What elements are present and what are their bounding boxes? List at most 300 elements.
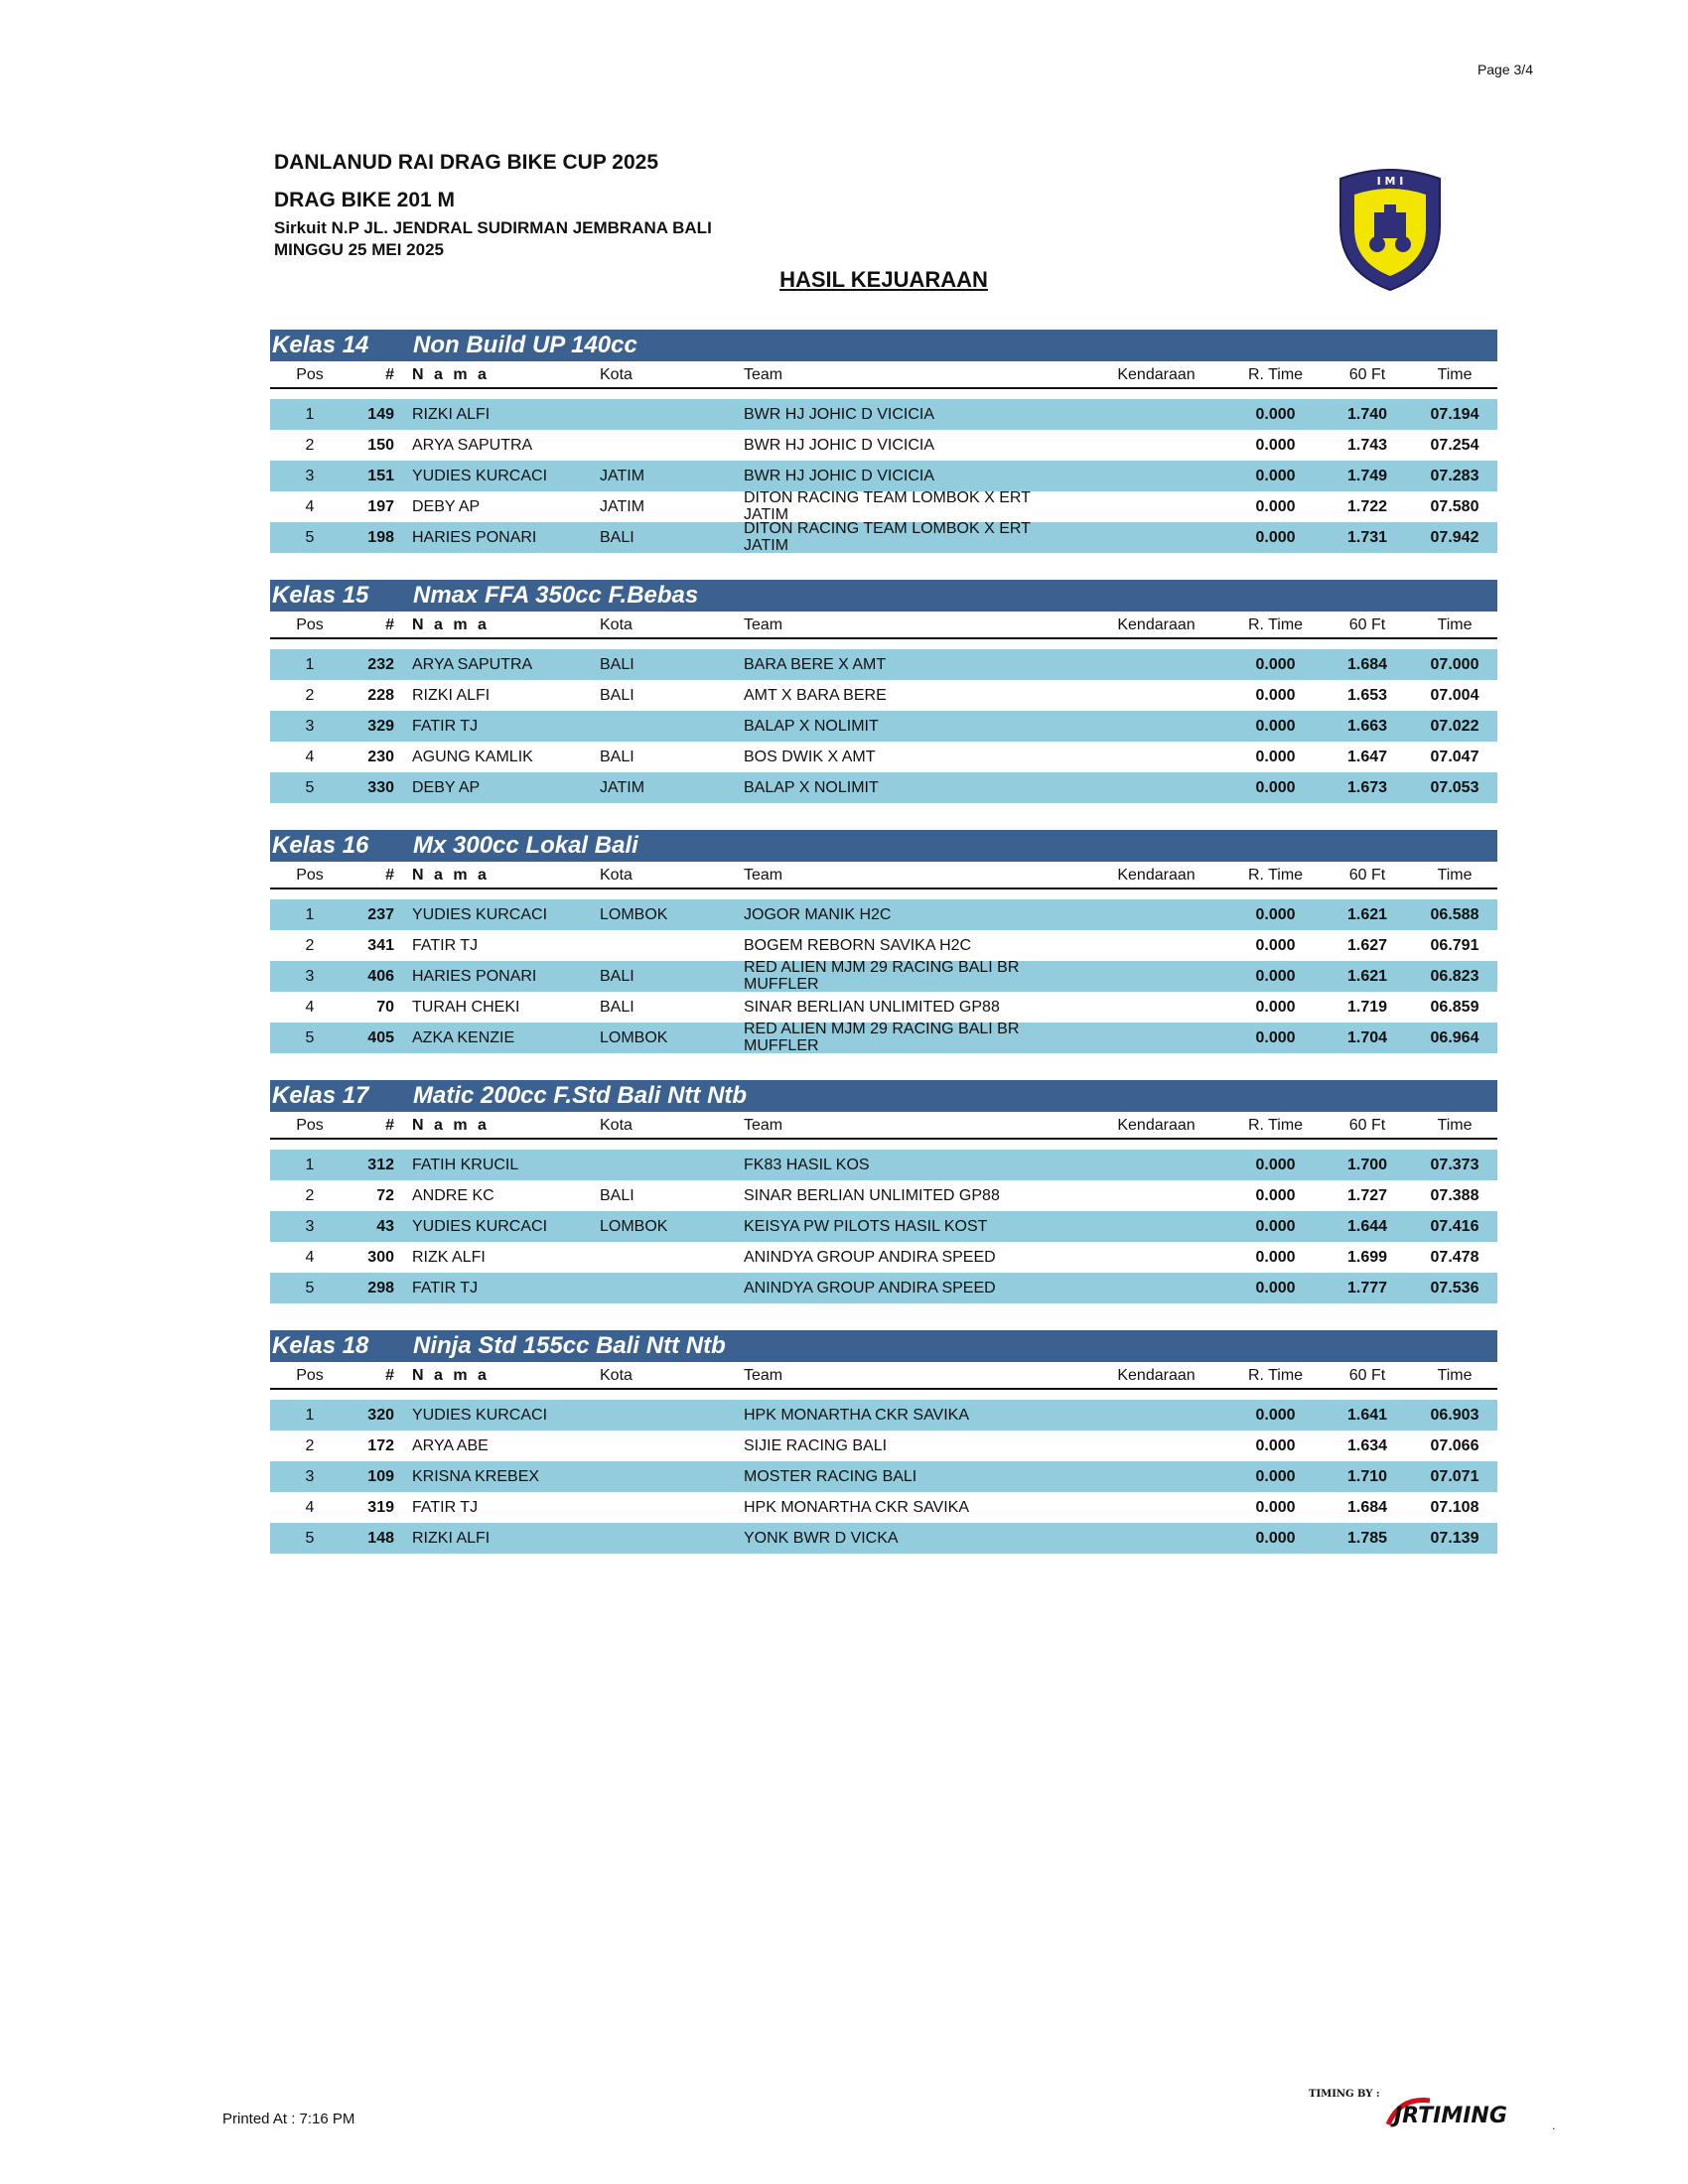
- position-cell: 1: [305, 906, 315, 923]
- position-cell: 3: [305, 968, 315, 985]
- column-header-name: N a m a: [412, 1367, 490, 1384]
- time-cell: 07.071: [1430, 1468, 1479, 1485]
- sixty-ft-cell: 1.731: [1346, 529, 1388, 546]
- column-header-row: [270, 612, 1497, 639]
- column-header-kota: Kota: [600, 1117, 633, 1134]
- result-row: [270, 711, 1497, 742]
- column-header-ft60: 60 Ft: [1348, 366, 1386, 383]
- column-header-ft60: 60 Ft: [1348, 867, 1386, 884]
- rider-name-cell: HARIES PONARI: [412, 529, 537, 546]
- column-header-kendaraan: Kendaraan: [1117, 366, 1196, 383]
- rider-name-cell: AZKA KENZIE: [412, 1029, 515, 1046]
- class-section: [270, 1080, 1497, 1303]
- position-cell: 2: [305, 1187, 315, 1204]
- sixty-ft-cell: 1.634: [1346, 1437, 1388, 1454]
- reaction-time-cell: 0.000: [1255, 1437, 1296, 1454]
- reaction-time-cell: 0.000: [1255, 749, 1296, 765]
- position-cell: 1: [305, 1407, 315, 1424]
- bike-number-cell: 150: [367, 437, 394, 454]
- rider-name-cell: ARYA SAPUTRA: [412, 437, 533, 454]
- team-cell: BOS DWIK X AMT: [744, 749, 876, 765]
- logo-top-text: I M I: [1376, 175, 1404, 188]
- city-cell: BALI: [600, 749, 634, 765]
- reaction-time-cell: 0.000: [1255, 437, 1296, 454]
- team-cell: BWR HJ JOHIC D VICICIA: [744, 406, 935, 423]
- time-cell: 07.004: [1430, 687, 1479, 704]
- footer-dot: .: [1552, 2118, 1556, 2132]
- column-header-team: Team: [744, 1367, 783, 1384]
- column-header-row: [270, 862, 1497, 889]
- rider-name-cell: FATIR TJ: [412, 937, 479, 954]
- column-header-row: [270, 1362, 1497, 1390]
- column-header-rtime: R. Time: [1247, 1367, 1304, 1384]
- sixty-ft-cell: 1.627: [1346, 937, 1388, 954]
- column-header-rtime: R. Time: [1247, 867, 1304, 884]
- time-cell: 07.066: [1430, 1437, 1479, 1454]
- result-row: [270, 1242, 1497, 1273]
- result-row: [270, 1400, 1497, 1431]
- position-cell: 5: [305, 1029, 315, 1046]
- position-cell: 3: [305, 468, 315, 484]
- column-header-name: N a m a: [412, 366, 490, 383]
- sixty-ft-cell: 1.647: [1346, 749, 1388, 765]
- class-name: Ninja Std 155cc Bali Ntt Ntb: [413, 1332, 726, 1359]
- position-cell: 4: [305, 1499, 315, 1516]
- position-cell: 4: [305, 999, 315, 1016]
- time-cell: 06.859: [1430, 999, 1479, 1016]
- bike-number-cell: 406: [367, 968, 394, 985]
- sixty-ft-cell: 1.719: [1346, 999, 1388, 1016]
- reaction-time-cell: 0.000: [1255, 656, 1296, 673]
- printed-at: Printed At : 7:16 PM: [222, 2111, 355, 2127]
- result-rows: [270, 899, 1497, 1053]
- team-cell: JOGOR MANIK H2C: [744, 906, 892, 923]
- class-header: [270, 580, 1497, 612]
- city-cell: BALI: [600, 1187, 634, 1204]
- team-cell: BWR HJ JOHIC D VICICIA: [744, 468, 935, 484]
- sixty-ft-cell: 1.699: [1346, 1249, 1388, 1266]
- time-cell: 07.478: [1430, 1249, 1479, 1266]
- column-header-name: N a m a: [412, 1117, 490, 1134]
- sixty-ft-cell: 1.653: [1346, 687, 1388, 704]
- bike-number-cell: 232: [367, 656, 394, 673]
- bike-number-cell: 43: [376, 1218, 394, 1235]
- sixty-ft-cell: 1.641: [1346, 1407, 1388, 1424]
- bike-number-cell: 197: [367, 498, 394, 515]
- result-row: [270, 680, 1497, 711]
- column-header-num: #: [385, 1367, 394, 1384]
- bike-number-cell: 109: [367, 1468, 394, 1485]
- column-header-kendaraan: Kendaraan: [1117, 1367, 1196, 1384]
- sixty-ft-cell: 1.663: [1346, 718, 1388, 735]
- time-cell: 07.580: [1430, 498, 1479, 515]
- column-header-kota: Kota: [600, 616, 633, 633]
- result-row: [270, 1180, 1497, 1211]
- reaction-time-cell: 0.000: [1255, 687, 1296, 704]
- rider-name-cell: KRISNA KREBEX: [412, 1468, 540, 1485]
- reaction-time-cell: 0.000: [1255, 968, 1296, 985]
- bike-number-cell: 341: [367, 937, 394, 954]
- bike-number-cell: 320: [367, 1407, 394, 1424]
- city-cell: BALI: [600, 968, 634, 985]
- position-cell: 5: [305, 779, 315, 796]
- time-cell: 06.903: [1430, 1407, 1479, 1424]
- position-cell: 2: [305, 687, 315, 704]
- position-cell: 4: [305, 498, 315, 515]
- position-cell: 3: [305, 1218, 315, 1235]
- city-cell: LOMBOK: [600, 906, 668, 923]
- column-header-num: #: [385, 366, 394, 383]
- class-name: Non Build UP 140cc: [413, 332, 637, 358]
- team-cell: YONK BWR D VICKA: [744, 1530, 899, 1547]
- class-name: Nmax FFA 350cc F.Bebas: [413, 582, 699, 609]
- result-rows: [270, 1150, 1497, 1303]
- column-header-pos: Pos: [296, 366, 324, 383]
- bike-number-cell: 148: [367, 1530, 394, 1547]
- result-row: [270, 522, 1497, 553]
- rider-name-cell: RIZKI ALFI: [412, 406, 491, 423]
- city-cell: JATIM: [600, 498, 645, 515]
- rider-name-cell: AGUNG KAMLIK: [412, 749, 533, 765]
- position-cell: 2: [305, 1437, 315, 1454]
- team-cell: RED ALIEN MJM 29 RACING BALI BR MUFFLER: [744, 1021, 1020, 1051]
- team-cell: DITON RACING TEAM LOMBOK X ERT JATIM: [744, 489, 1031, 520]
- rider-name-cell: ARYA SAPUTRA: [412, 656, 533, 673]
- result-row: [270, 491, 1497, 522]
- rider-name-cell: FATIR TJ: [412, 718, 479, 735]
- time-cell: 06.588: [1430, 906, 1479, 923]
- bike-number-cell: 319: [367, 1499, 394, 1516]
- time-cell: 07.942: [1430, 529, 1479, 546]
- time-cell: 06.964: [1430, 1029, 1479, 1046]
- reaction-time-cell: 0.000: [1255, 529, 1296, 546]
- column-header-row: [270, 1112, 1497, 1140]
- rider-name-cell: RIZK ALFI: [412, 1249, 486, 1266]
- rider-name-cell: TURAH CHEKI: [412, 999, 520, 1016]
- sixty-ft-cell: 1.785: [1346, 1530, 1388, 1547]
- time-cell: 07.139: [1430, 1530, 1479, 1547]
- class-header: [270, 1330, 1497, 1362]
- position-cell: 3: [305, 718, 315, 735]
- city-cell: BALI: [600, 656, 634, 673]
- column-header-team: Team: [744, 1117, 783, 1134]
- sixty-ft-cell: 1.722: [1346, 498, 1388, 515]
- bike-number-cell: 149: [367, 406, 394, 423]
- column-header-pos: Pos: [296, 1367, 324, 1384]
- team-cell: AMT X BARA BERE: [744, 687, 887, 704]
- sixty-ft-cell: 1.673: [1346, 779, 1388, 796]
- column-header-num: #: [385, 867, 394, 884]
- result-row: [270, 1461, 1497, 1492]
- column-header-time: Time: [1437, 867, 1473, 884]
- result-row: [270, 992, 1497, 1023]
- position-cell: 5: [305, 529, 315, 546]
- result-row: [270, 1150, 1497, 1180]
- time-cell: 07.536: [1430, 1280, 1479, 1297]
- result-row: [270, 742, 1497, 772]
- sixty-ft-cell: 1.740: [1346, 406, 1388, 423]
- reaction-time-cell: 0.000: [1255, 1249, 1296, 1266]
- result-rows: [270, 649, 1497, 803]
- reaction-time-cell: 0.000: [1255, 1029, 1296, 1046]
- column-header-time: Time: [1437, 616, 1473, 633]
- city-cell: BALI: [600, 999, 634, 1016]
- column-header-pos: Pos: [296, 1117, 324, 1134]
- column-header-ft60: 60 Ft: [1348, 1367, 1386, 1384]
- sixty-ft-cell: 1.777: [1346, 1280, 1388, 1297]
- team-cell: FK83 HASIL KOS: [744, 1157, 870, 1173]
- bike-number-cell: 151: [367, 468, 394, 484]
- position-cell: 5: [305, 1280, 315, 1297]
- class-header: [270, 830, 1497, 862]
- rider-name-cell: DEBY AP: [412, 779, 481, 796]
- sixty-ft-cell: 1.684: [1346, 1499, 1388, 1516]
- reaction-time-cell: 0.000: [1255, 718, 1296, 735]
- team-cell: BARA BERE X AMT: [744, 656, 887, 673]
- column-header-time: Time: [1437, 366, 1473, 383]
- reaction-time-cell: 0.000: [1255, 1407, 1296, 1424]
- position-cell: 2: [305, 437, 315, 454]
- city-cell: BALI: [600, 529, 634, 546]
- column-header-kendaraan: Kendaraan: [1117, 867, 1196, 884]
- rider-name-cell: YUDIES KURCACI: [412, 1218, 548, 1235]
- class-number: Kelas 18: [272, 1332, 369, 1359]
- city-cell: LOMBOK: [600, 1029, 668, 1046]
- column-header-rtime: R. Time: [1247, 616, 1304, 633]
- column-header-rtime: R. Time: [1247, 1117, 1304, 1134]
- class-number: Kelas 14: [272, 332, 369, 358]
- sixty-ft-cell: 1.700: [1346, 1157, 1388, 1173]
- reaction-time-cell: 0.000: [1255, 1157, 1296, 1173]
- team-cell: ANINDYA GROUP ANDIRA SPEED: [744, 1280, 996, 1297]
- event-date: MINGGU 25 MEI 2025: [274, 240, 445, 259]
- time-cell: 07.000: [1430, 656, 1479, 673]
- time-cell: 07.373: [1430, 1157, 1479, 1173]
- city-cell: JATIM: [600, 779, 645, 796]
- rider-name-cell: DEBY AP: [412, 498, 481, 515]
- bike-number-cell: 230: [367, 749, 394, 765]
- timing-by-label: TIMING BY :: [1309, 2089, 1380, 2100]
- bike-number-cell: 70: [376, 999, 394, 1016]
- class-section: [270, 830, 1497, 1053]
- team-cell: DITON RACING TEAM LOMBOK X ERT JATIM: [744, 520, 1031, 551]
- rider-name-cell: YUDIES KURCACI: [412, 906, 548, 923]
- bike-number-cell: 198: [367, 529, 394, 546]
- column-header-team: Team: [744, 616, 783, 633]
- sixty-ft-cell: 1.621: [1346, 968, 1388, 985]
- team-cell: SIJIE RACING BALI: [744, 1437, 888, 1454]
- result-row: [270, 1431, 1497, 1461]
- reaction-time-cell: 0.000: [1255, 937, 1296, 954]
- column-header-ft60: 60 Ft: [1348, 1117, 1386, 1134]
- city-cell: LOMBOK: [600, 1218, 668, 1235]
- column-header-kota: Kota: [600, 867, 633, 884]
- bike-number-cell: 300: [367, 1249, 394, 1266]
- column-header-time: Time: [1437, 1367, 1473, 1384]
- time-cell: 07.108: [1430, 1499, 1479, 1516]
- class-number: Kelas 17: [272, 1082, 369, 1109]
- time-cell: 07.053: [1430, 779, 1479, 796]
- bike-number-cell: 298: [367, 1280, 394, 1297]
- jr-timing-logo: [1380, 2091, 1519, 2130]
- class-number: Kelas 16: [272, 832, 369, 859]
- position-cell: 2: [305, 937, 315, 954]
- event-title: DANLANUD RAI DRAG BIKE CUP 2025: [274, 151, 659, 174]
- result-row: [270, 899, 1497, 930]
- position-cell: 1: [305, 1157, 315, 1173]
- time-cell: 07.388: [1430, 1187, 1479, 1204]
- column-header-kendaraan: Kendaraan: [1117, 1117, 1196, 1134]
- position-cell: 4: [305, 749, 315, 765]
- city-cell: JATIM: [600, 468, 645, 484]
- result-row: [270, 961, 1497, 992]
- team-cell: HPK MONARTHA CKR SAVIKA: [744, 1407, 970, 1424]
- rider-name-cell: ARYA ABE: [412, 1437, 489, 1454]
- rider-name-cell: HARIES PONARI: [412, 968, 537, 985]
- time-cell: 06.791: [1430, 937, 1479, 954]
- rider-name-cell: FATIH KRUCIL: [412, 1157, 519, 1173]
- reaction-time-cell: 0.000: [1255, 498, 1296, 515]
- team-cell: MOSTER RACING BALI: [744, 1468, 917, 1485]
- result-rows: [270, 399, 1497, 553]
- class-name: Matic 200cc F.Std Bali Ntt Ntb: [413, 1082, 748, 1109]
- reaction-time-cell: 0.000: [1255, 1218, 1296, 1235]
- reaction-time-cell: 0.000: [1255, 906, 1296, 923]
- team-cell: BALAP X NOLIMIT: [744, 718, 879, 735]
- bike-number-cell: 330: [367, 779, 394, 796]
- result-row: [270, 1023, 1497, 1053]
- rider-name-cell: FATIR TJ: [412, 1280, 479, 1297]
- sixty-ft-cell: 1.644: [1346, 1218, 1388, 1235]
- column-header-time: Time: [1437, 1117, 1473, 1134]
- team-cell: SINAR BERLIAN UNLIMITED GP88: [744, 999, 1000, 1016]
- column-header-rtime: R. Time: [1247, 366, 1304, 383]
- sixty-ft-cell: 1.749: [1346, 468, 1388, 484]
- rider-name-cell: FATIR TJ: [412, 1499, 479, 1516]
- column-header-kota: Kota: [600, 366, 633, 383]
- team-cell: SINAR BERLIAN UNLIMITED GP88: [744, 1187, 1000, 1204]
- sixty-ft-cell: 1.621: [1346, 906, 1388, 923]
- result-rows: [270, 1400, 1497, 1554]
- sixty-ft-cell: 1.743: [1346, 437, 1388, 454]
- bike-number-cell: 228: [367, 687, 394, 704]
- city-cell: BALI: [600, 687, 634, 704]
- reaction-time-cell: 0.000: [1255, 1468, 1296, 1485]
- result-row: [270, 649, 1497, 680]
- reaction-time-cell: 0.000: [1255, 468, 1296, 484]
- class-header: [270, 1080, 1497, 1112]
- team-cell: BALAP X NOLIMIT: [744, 779, 879, 796]
- result-row: [270, 1273, 1497, 1303]
- class-header: [270, 330, 1497, 361]
- reaction-time-cell: 0.000: [1255, 779, 1296, 796]
- result-row: [270, 1492, 1497, 1523]
- column-header-kota: Kota: [600, 1367, 633, 1384]
- result-row: [270, 1523, 1497, 1554]
- bike-number-cell: 405: [367, 1029, 394, 1046]
- reaction-time-cell: 0.000: [1255, 406, 1296, 423]
- position-cell: 3: [305, 1468, 315, 1485]
- rider-name-cell: RIZKI ALFI: [412, 1530, 491, 1547]
- column-header-name: N a m a: [412, 867, 490, 884]
- time-cell: 07.416: [1430, 1218, 1479, 1235]
- time-cell: 07.283: [1430, 468, 1479, 484]
- team-cell: BOGEM REBORN SAVIKA H2C: [744, 937, 972, 954]
- bike-number-cell: 329: [367, 718, 394, 735]
- class-section: [270, 1330, 1497, 1554]
- timing-brand-text: JRTIMING: [1394, 2104, 1507, 2128]
- team-cell: HPK MONARTHA CKR SAVIKA: [744, 1499, 970, 1516]
- reaction-time-cell: 0.000: [1255, 1530, 1296, 1547]
- reaction-time-cell: 0.000: [1255, 1187, 1296, 1204]
- class-number: Kelas 15: [272, 582, 369, 609]
- position-cell: 4: [305, 1249, 315, 1266]
- rider-name-cell: RIZKI ALFI: [412, 687, 491, 704]
- race-class: DRAG BIKE 201 M: [274, 189, 456, 211]
- result-row: [270, 772, 1497, 803]
- sixty-ft-cell: 1.727: [1346, 1187, 1388, 1204]
- reaction-time-cell: 0.000: [1255, 1280, 1296, 1297]
- imi-logo: [1331, 165, 1450, 294]
- venue: Sirkuit N.P JL. JENDRAL SUDIRMAN JEMBRANA BALI: [274, 218, 712, 237]
- rider-name-cell: ANDRE KC: [412, 1187, 494, 1204]
- time-cell: 07.022: [1430, 718, 1479, 735]
- column-header-name: N a m a: [412, 616, 490, 633]
- bike-number-cell: 312: [367, 1157, 394, 1173]
- class-section: [270, 330, 1497, 553]
- event-header: [274, 151, 712, 260]
- bike-number-cell: 237: [367, 906, 394, 923]
- result-row: [270, 1211, 1497, 1242]
- column-header-num: #: [385, 616, 394, 633]
- page-number: Page 3/4: [1477, 62, 1533, 77]
- result-row: [270, 430, 1497, 461]
- bike-number-cell: 172: [367, 1437, 394, 1454]
- column-header-team: Team: [744, 366, 783, 383]
- result-row: [270, 399, 1497, 430]
- time-cell: 07.194: [1430, 406, 1479, 423]
- rider-name-cell: YUDIES KURCACI: [412, 1407, 548, 1424]
- class-name: Mx 300cc Lokal Bali: [413, 832, 638, 859]
- team-cell: KEISYA PW PILOTS HASIL KOST: [744, 1218, 988, 1235]
- class-section: [270, 580, 1497, 803]
- column-header-kendaraan: Kendaraan: [1117, 616, 1196, 633]
- time-cell: 06.823: [1430, 968, 1479, 985]
- result-row: [270, 930, 1497, 961]
- column-header-pos: Pos: [296, 867, 324, 884]
- bike-number-cell: 72: [376, 1187, 394, 1204]
- sixty-ft-cell: 1.704: [1346, 1029, 1388, 1046]
- column-header-pos: Pos: [296, 616, 324, 633]
- result-row: [270, 461, 1497, 491]
- reaction-time-cell: 0.000: [1255, 1499, 1296, 1516]
- sixty-ft-cell: 1.710: [1346, 1468, 1388, 1485]
- column-header-team: Team: [744, 867, 783, 884]
- results-sections: [270, 330, 1497, 1580]
- column-header-num: #: [385, 1117, 394, 1134]
- column-header-ft60: 60 Ft: [1348, 616, 1386, 633]
- team-cell: RED ALIEN MJM 29 RACING BALI BR MUFFLER: [744, 959, 1020, 990]
- team-cell: ANINDYA GROUP ANDIRA SPEED: [744, 1249, 996, 1266]
- time-cell: 07.047: [1430, 749, 1479, 765]
- position-cell: 5: [305, 1530, 315, 1547]
- rider-name-cell: YUDIES KURCACI: [412, 468, 548, 484]
- position-cell: 1: [305, 406, 315, 423]
- team-cell: BWR HJ JOHIC D VICICIA: [744, 437, 935, 454]
- results-heading: HASIL KEJUARAAN: [779, 267, 988, 292]
- reaction-time-cell: 0.000: [1255, 999, 1296, 1016]
- column-header-row: [270, 361, 1497, 389]
